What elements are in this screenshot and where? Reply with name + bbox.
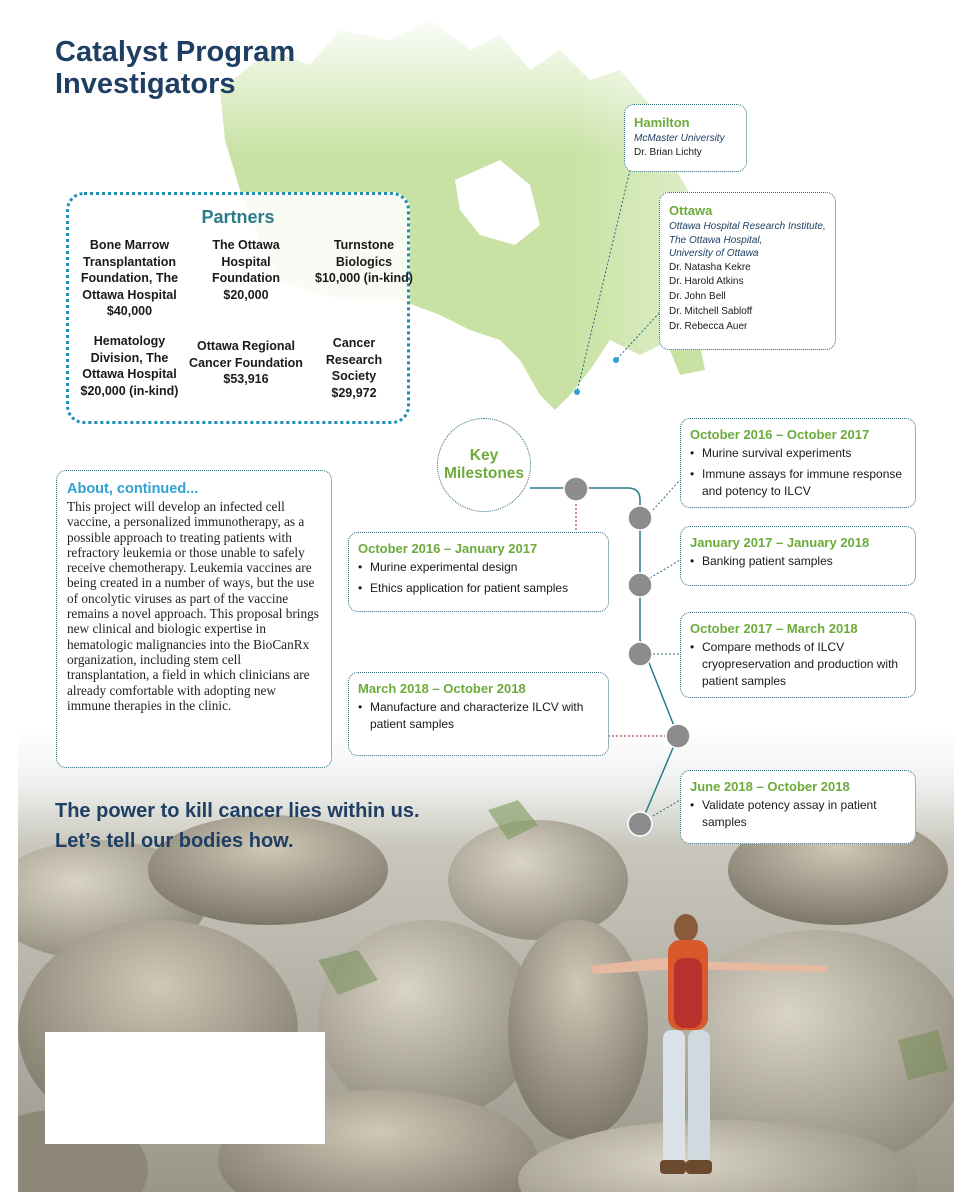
timeline-node [628, 506, 652, 530]
milestone-bullets [358, 699, 600, 733]
milestone-bullet: • Manufacture and characterize ILCV with patient samples [358, 699, 600, 733]
partner-name: Cancer Research Society [325, 336, 383, 383]
milestone-bullet: • Compare methods of ILCV cryopreservation and production with patient samples [690, 639, 907, 690]
location-city: Hamilton [634, 115, 690, 130]
location-city: Ottawa [669, 203, 713, 218]
partner-item [309, 335, 399, 401]
milestone-card [680, 612, 916, 698]
tagline-line1: The power to kill cancer lies within us. [55, 800, 420, 822]
milestone-bullet: • Ethics application for patient samples [358, 580, 600, 597]
partner-name: The Ottawa Hospital Foundation [211, 238, 281, 285]
location-institution-line: The Ottawa Hospital, [669, 234, 763, 246]
milestone-bullet: • Murine survival experiments [690, 445, 907, 462]
investigator-name: Dr. Harold Atkins [669, 276, 744, 288]
about-box [56, 470, 332, 768]
milestone-date: October 2016 – January 2017 [358, 541, 538, 556]
milestone-date: June 2018 – October 2018 [690, 779, 850, 794]
location-institution: McMaster University [634, 133, 725, 144]
milestone-date: March 2018 – October 2018 [358, 681, 526, 696]
page-title-line1: Catalyst Program [55, 36, 296, 68]
partner-amount: $10,000 (in-kind) [315, 271, 413, 285]
tagline-line2: Let’s tell our bodies how. [55, 830, 294, 852]
timeline-node [628, 573, 652, 597]
investigator-name: Dr. John Bell [669, 291, 726, 303]
milestone-bullets [690, 445, 907, 500]
milestone-date: January 2017 – January 2018 [690, 535, 870, 550]
key-milestones-heading [437, 418, 531, 512]
milestone-bullets [690, 639, 907, 690]
key-milestones-line1: Key [469, 447, 499, 464]
investigator-name: Dr. Mitchell Sabloff [669, 305, 753, 317]
milestone-bullet: • Murine experimental design [358, 559, 600, 576]
location-institution-line: University of Ottawa [669, 248, 759, 259]
page-title [55, 36, 375, 100]
location-ottawa [659, 192, 836, 350]
milestone-date: October 2016 – October 2017 [690, 427, 870, 442]
partner-name: Hematology Division, The Ottawa Hospital [82, 334, 177, 381]
location-institution-line: Ottawa Hospital Research Institute, [669, 221, 826, 232]
milestone-card [348, 532, 609, 612]
partner-name: Bone Marrow Transplantation Foundation, The Ottawa Hospital [80, 238, 179, 302]
milestone-card [680, 526, 916, 586]
partner-amount: $20,000 [223, 287, 269, 302]
timeline-node [628, 642, 652, 666]
timeline-node [564, 477, 588, 501]
partner-amount: $53,916 [223, 372, 269, 386]
milestone-bullet: • Validate potency assay in patient samples [690, 797, 907, 831]
investigator-name: Dr. Rebecca Auer [669, 320, 748, 332]
tagline [55, 796, 475, 856]
milestone-bullets [690, 553, 907, 570]
partner-item [72, 237, 187, 320]
milestone-card [680, 418, 916, 508]
partner-item [189, 338, 303, 388]
milestone-bullet: • Immune assays for immune response and potency to ILCV [690, 466, 907, 500]
partner-item [309, 237, 419, 287]
milestone-card [680, 770, 916, 844]
partner-item [189, 237, 303, 303]
partners-title: Partners [201, 207, 275, 227]
partner-amount: $29,972 [331, 385, 377, 400]
investigator-name: Dr. Natasha Kekre [669, 261, 751, 273]
location-hamilton [624, 104, 747, 172]
key-milestones-line2: Milestones [443, 465, 525, 482]
partner-name: Ottawa Regional Cancer Foundation [189, 339, 303, 370]
investigator-name: Dr. Brian Lichty [634, 146, 702, 158]
partner-item [72, 333, 187, 399]
partner-name: Turnstone Biologics [333, 238, 395, 269]
about-body: This project will develop an infected cell vaccine, a personalized immunotherapy, as a possible approach to treating patients with refractory leukemia or those unable to safely receive chemotherapy. Leukemia vaccines are being created in a number of ways, but the use of oncolytic viruses as part of the vaccine remains a novel approach. This proposal brings new clinical and biologic expertise in hematologic malignancies into the BioCanRx organization, including stem cell transplantation, a field in which clinicians are already comfortable with adopting new immune therapies in the clinic. [67, 499, 319, 713]
milestone-bullets [358, 559, 600, 597]
milestone-bullet: • Banking patient samples [690, 553, 907, 570]
page-title-line2: Investigators [55, 68, 236, 100]
blank-panel [45, 1032, 325, 1144]
partner-amount: $40,000 [106, 304, 153, 318]
about-title: About, continued... [67, 481, 199, 497]
milestone-date: October 2017 – March 2018 [690, 621, 858, 636]
partner-amount: $20,000 (in-kind) [80, 383, 179, 398]
partners-box [66, 192, 413, 424]
milestone-card [348, 672, 609, 756]
milestone-bullets [690, 797, 907, 831]
